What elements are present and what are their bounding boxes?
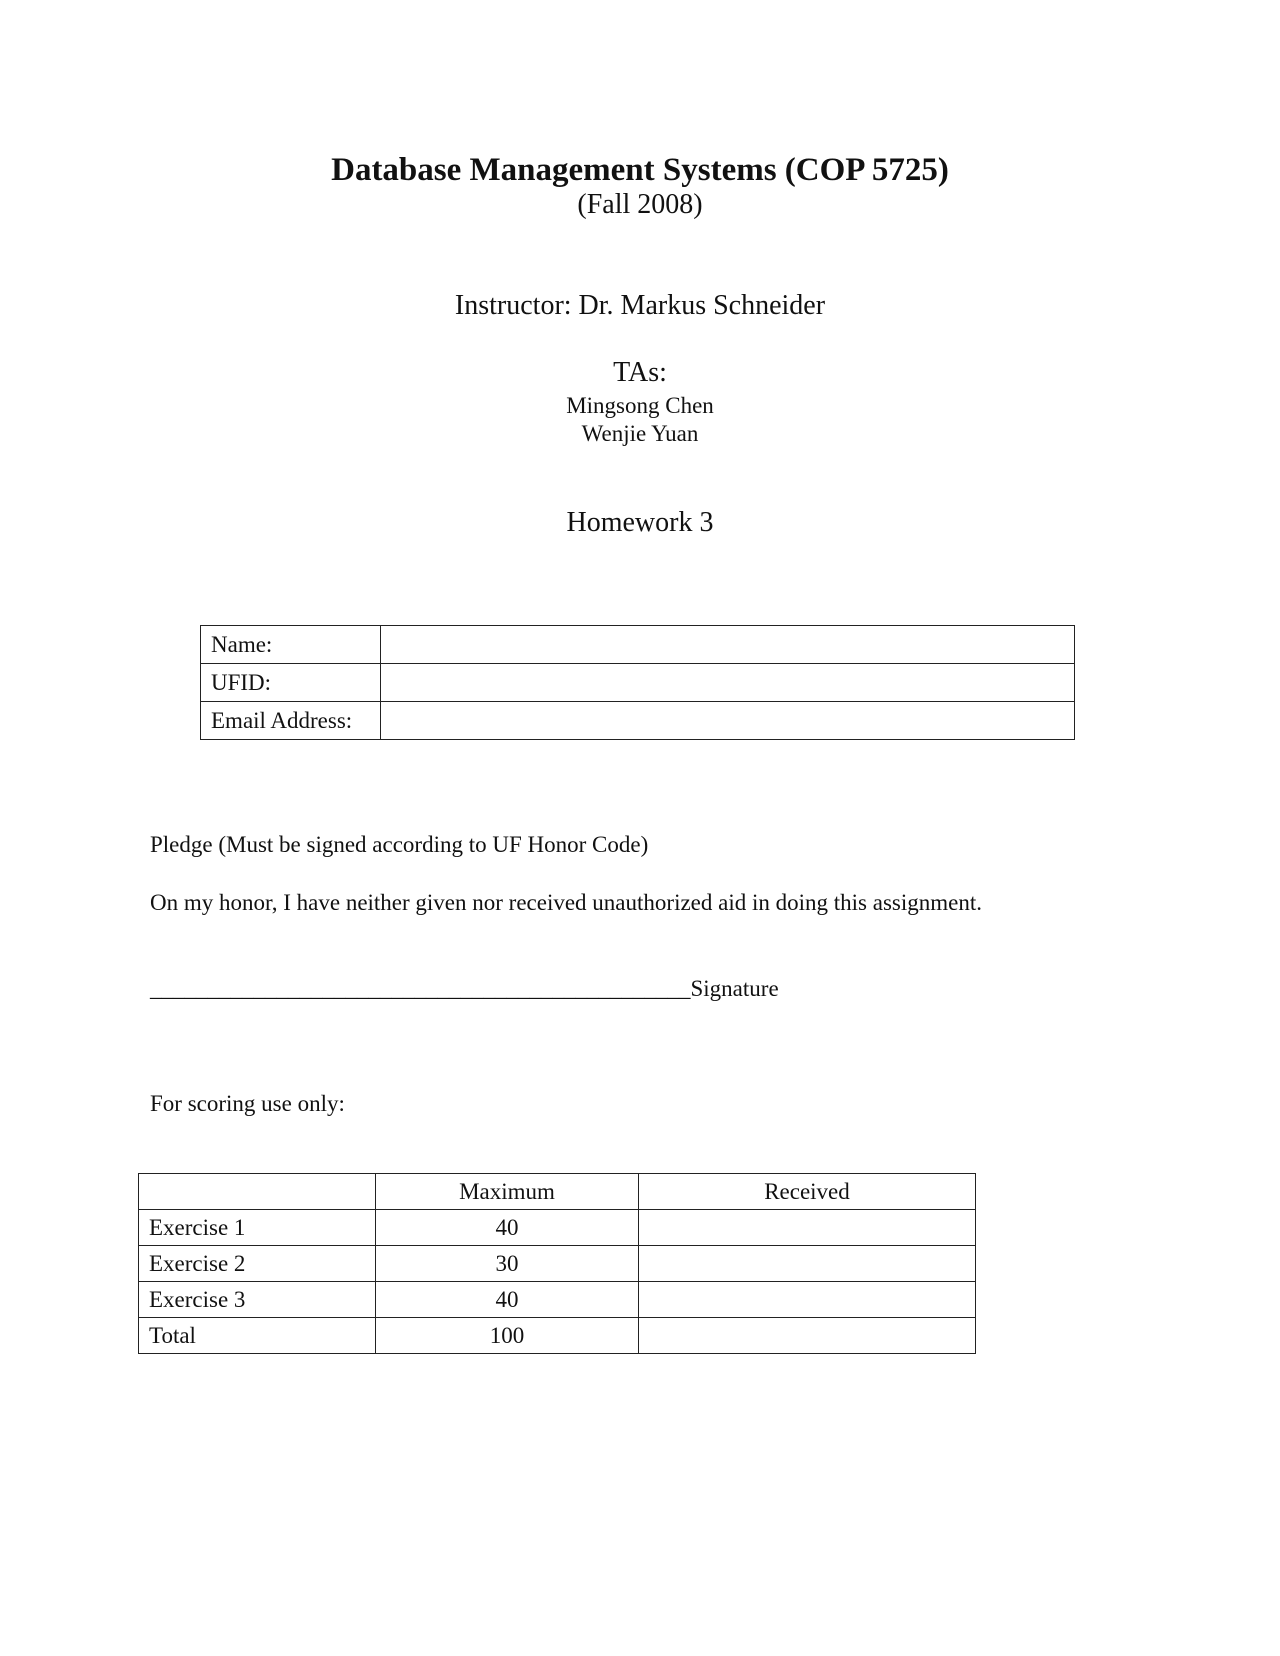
student-info-row <box>201 702 1075 740</box>
table-row <box>139 1246 976 1282</box>
scoring-header-row <box>139 1174 976 1210</box>
total-maximum-score: 100 <box>376 1318 639 1354</box>
exercise-label: Exercise 2 <box>139 1246 376 1282</box>
table-row <box>139 1210 976 1246</box>
course-term: (Fall 2008) <box>577 189 703 220</box>
email-field[interactable] <box>381 702 1075 740</box>
total-label: Total <box>139 1318 376 1354</box>
student-info-row <box>201 664 1075 702</box>
total-received-score[interactable] <box>639 1318 976 1354</box>
email-label: Email Address: <box>201 702 381 740</box>
ufid-field[interactable] <box>381 664 1075 702</box>
received-score[interactable] <box>639 1210 976 1246</box>
name-field[interactable] <box>381 626 1075 664</box>
ta-name: Mingsong Chen <box>566 393 714 418</box>
exercise-label: Exercise 1 <box>139 1210 376 1246</box>
maximum-score: 30 <box>376 1246 639 1282</box>
header-cell-maximum: Maximum <box>376 1174 639 1210</box>
signature-line[interactable]: _______________________________________________Signature <box>150 976 779 1001</box>
assignment-title: Homework 3 <box>566 507 714 538</box>
table-row <box>139 1318 976 1354</box>
scoring-label: For scoring use only: <box>150 1091 345 1116</box>
maximum-score: 40 <box>376 1282 639 1318</box>
student-info-row <box>201 626 1075 664</box>
scoring-table <box>138 1173 976 1354</box>
pledge-title: Pledge (Must be signed according to UF Honor Code) <box>150 832 649 857</box>
header-cell <box>139 1174 376 1210</box>
received-score[interactable] <box>639 1246 976 1282</box>
instructor-line: Instructor: Dr. Markus Schneider <box>454 290 826 321</box>
table-row <box>139 1282 976 1318</box>
student-info-table <box>200 625 1075 740</box>
header-cell-received: Received <box>639 1174 976 1210</box>
ta-name: Wenjie Yuan <box>581 421 699 446</box>
maximum-score: 40 <box>376 1210 639 1246</box>
course-title: Database Management Systems (COP 5725) <box>331 152 949 188</box>
name-label: Name: <box>201 626 381 664</box>
received-score[interactable] <box>639 1282 976 1318</box>
exercise-label: Exercise 3 <box>139 1282 376 1318</box>
ufid-label: UFID: <box>201 664 381 702</box>
tas-label: TAs: <box>613 357 667 388</box>
pledge-statement: On my honor, I have neither given nor received unauthorized aid in doing this assignment. <box>150 890 982 915</box>
